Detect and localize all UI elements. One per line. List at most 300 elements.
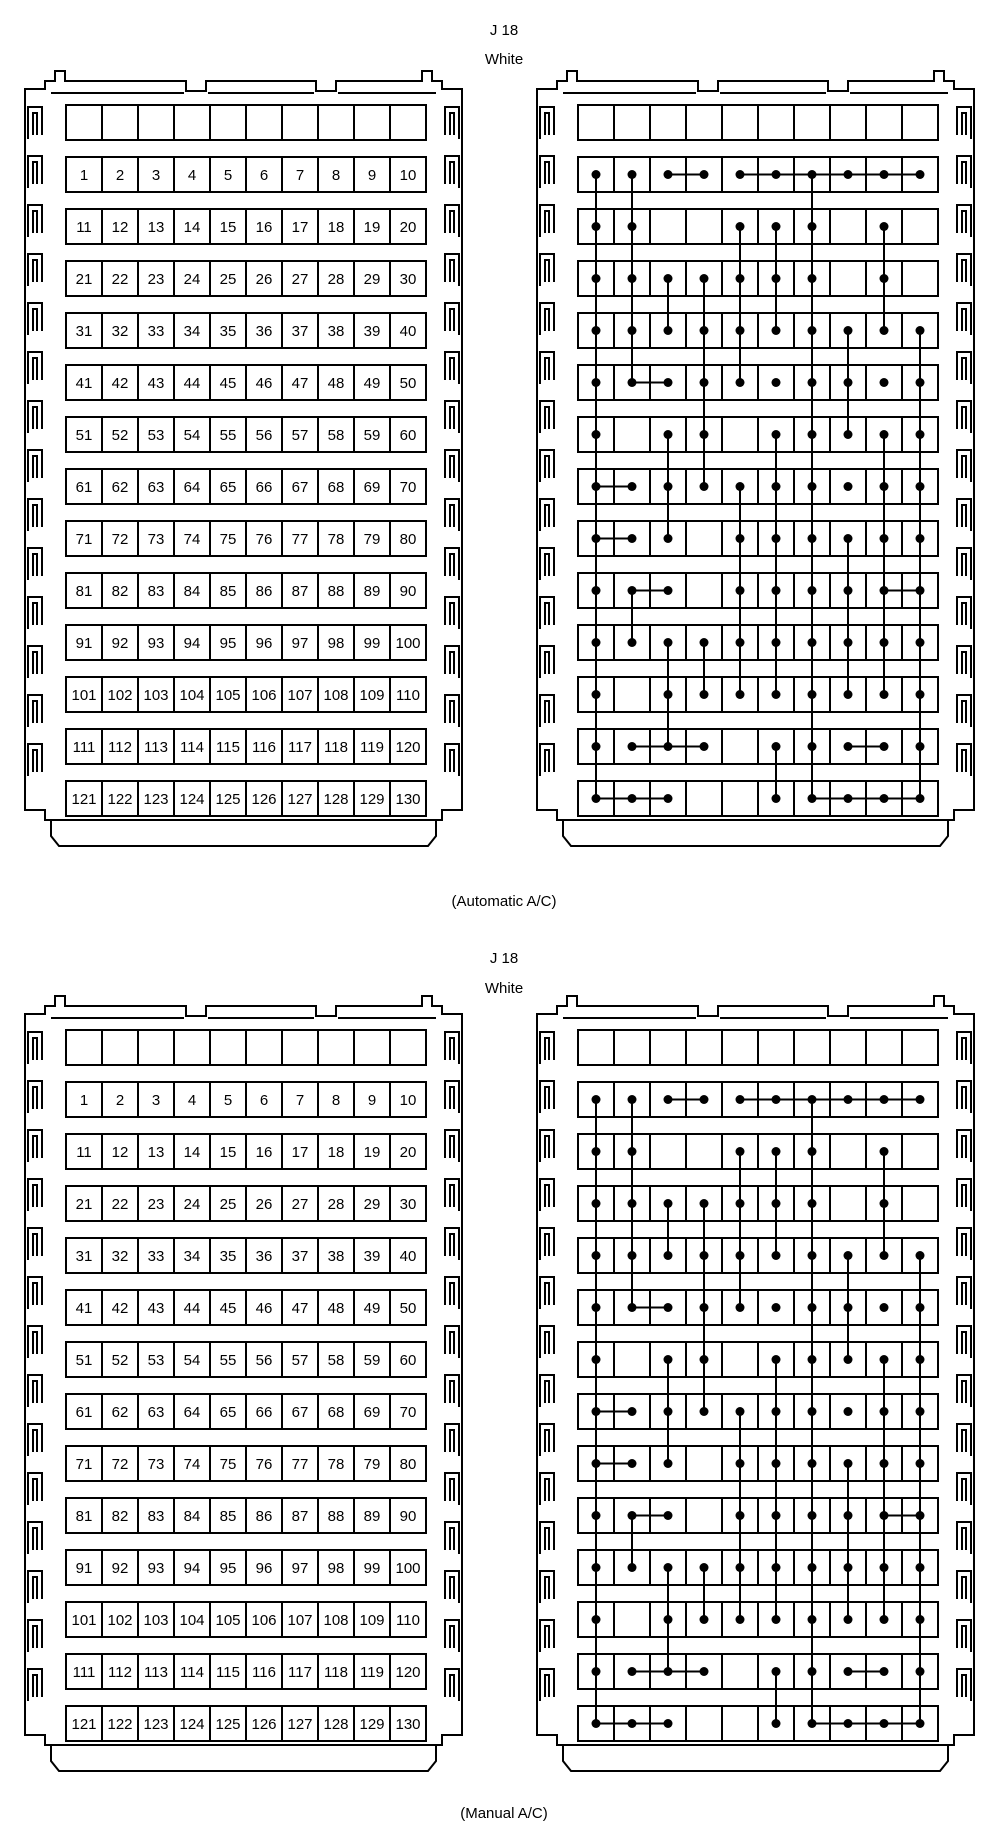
pin-dot (880, 534, 889, 543)
pin-dot (772, 1251, 781, 1260)
pin-dot (628, 1147, 637, 1156)
pin-dot (736, 1199, 745, 1208)
pin-number: 20 (399, 1144, 417, 1161)
pin-dot (808, 1667, 817, 1676)
pin-dot (700, 690, 709, 699)
pin-number: 110 (396, 687, 420, 704)
pin-dot (664, 430, 673, 439)
pin-number: 31 (75, 1248, 93, 1265)
pin-dot (592, 690, 601, 699)
pin-number: 84 (183, 1508, 201, 1525)
pin-number: 14 (183, 1144, 201, 1161)
pin-grid-left (66, 1030, 426, 1741)
pin-number: 81 (75, 583, 93, 600)
pin-dot (880, 1095, 889, 1104)
pin-number: 49 (363, 375, 381, 392)
pin-dot (628, 378, 637, 387)
pin-dot (736, 1615, 745, 1624)
pin-dot (916, 1615, 925, 1624)
pin-number: 97 (291, 1560, 309, 1577)
pin-number: 43 (147, 375, 165, 392)
pin-number: 61 (75, 479, 93, 496)
pin-dot (592, 170, 601, 179)
pin-number: 57 (291, 427, 309, 444)
pin-number: 123 (143, 791, 169, 808)
pin-dot (844, 1459, 853, 1468)
pin-number: 113 (144, 739, 168, 756)
pin-dot (592, 534, 601, 543)
connector-color-bottom: White (484, 980, 524, 997)
pin-number: 36 (255, 1248, 273, 1265)
pin-dot (772, 1615, 781, 1624)
pin-dot (736, 638, 745, 647)
pin-dot (700, 1667, 709, 1676)
pin-dot (628, 1407, 637, 1416)
pin-number: 38 (327, 323, 345, 340)
pin-dot (772, 690, 781, 699)
pin-dot (772, 1303, 781, 1312)
pin-number: 18 (327, 1144, 345, 1161)
pin-dot (592, 742, 601, 751)
pin-dot (664, 482, 673, 491)
pin-dot (700, 274, 709, 283)
pin-dot (844, 690, 853, 699)
pin-number: 70 (399, 1404, 417, 1421)
pin-number: 103 (143, 687, 169, 704)
pin-number: 22 (111, 1196, 129, 1213)
pin-number: 90 (399, 1508, 417, 1525)
pin-dot (880, 638, 889, 647)
pin-number: 75 (219, 1456, 237, 1473)
pin-dot (844, 170, 853, 179)
pin-dot (916, 482, 925, 491)
pin-number: 40 (399, 1248, 417, 1265)
pin-dot (844, 586, 853, 595)
pin-dot (844, 638, 853, 647)
pin-dot (808, 1355, 817, 1364)
pin-dot (916, 170, 925, 179)
pin-number: 3 (151, 1092, 161, 1109)
pin-number: 110 (396, 1612, 420, 1629)
pin-dot (664, 274, 673, 283)
pin-dot (844, 1563, 853, 1572)
pin-number: 73 (147, 1456, 165, 1473)
pin-dot (736, 1147, 745, 1156)
pin-number: 20 (399, 219, 417, 236)
pin-dot (916, 1407, 925, 1416)
pin-number: 11 (76, 219, 92, 236)
pin-number: 55 (219, 1352, 237, 1369)
pin-dot (592, 1251, 601, 1260)
pin-number: 15 (219, 219, 237, 236)
pin-dot (808, 690, 817, 699)
pin-number: 73 (147, 531, 165, 548)
pin-dot (736, 274, 745, 283)
pin-dot (592, 1147, 601, 1156)
pin-number: 119 (360, 739, 384, 756)
pin-dot (664, 1251, 673, 1260)
pin-dot (880, 1147, 889, 1156)
pin-dot (736, 1095, 745, 1104)
pin-dot (844, 1095, 853, 1104)
pin-dot (772, 170, 781, 179)
pin-number: 95 (219, 1560, 237, 1577)
pin-number: 78 (327, 531, 345, 548)
pin-number: 21 (75, 271, 93, 288)
pin-number: 112 (108, 1664, 132, 1681)
pin-number: 119 (360, 1664, 384, 1681)
pin-dot (916, 1355, 925, 1364)
pin-number: 59 (363, 1352, 381, 1369)
connector-face-wiring (537, 996, 974, 1771)
connector-face-wiring (537, 71, 974, 846)
pin-number: 40 (399, 323, 417, 340)
pin-number: 59 (363, 427, 381, 444)
pin-number: 58 (327, 427, 345, 444)
pin-number: 117 (288, 1664, 312, 1681)
pin-number: 95 (219, 635, 237, 652)
pin-number: 23 (147, 1196, 165, 1213)
pin-dot (916, 1511, 925, 1520)
pin-number: 7 (295, 1092, 305, 1109)
pin-dot (628, 170, 637, 179)
pin-number: 130 (395, 1716, 421, 1733)
caption-automatic: (Automatic A/C) (451, 893, 557, 910)
pin-number: 51 (75, 1352, 93, 1369)
pin-dot (664, 742, 673, 751)
pin-number: 125 (215, 1716, 241, 1733)
pin-dot (844, 1303, 853, 1312)
pin-dot (772, 1095, 781, 1104)
connector-id-bottom: J 18 (489, 950, 519, 967)
pin-dot (772, 742, 781, 751)
pin-number: 34 (183, 323, 201, 340)
pin-dot (628, 1511, 637, 1520)
pin-dot (736, 1251, 745, 1260)
pin-dot (808, 638, 817, 647)
pin-number: 71 (75, 531, 93, 548)
pin-number: 89 (363, 1508, 381, 1525)
pin-dot (736, 534, 745, 543)
pin-dot (916, 586, 925, 595)
pin-dot (664, 1615, 673, 1624)
pin-number: 78 (327, 1456, 345, 1473)
pin-dot (736, 482, 745, 491)
pin-dot (628, 274, 637, 283)
pin-dot (880, 430, 889, 439)
pin-dot (772, 378, 781, 387)
pin-number: 46 (255, 1300, 273, 1317)
pin-number: 85 (219, 583, 237, 600)
pin-number: 28 (327, 271, 345, 288)
pin-number: 35 (219, 1248, 237, 1265)
pin-dot (592, 1667, 601, 1676)
pin-dot (628, 482, 637, 491)
pin-number: 56 (255, 427, 273, 444)
pin-number: 80 (399, 531, 417, 548)
pin-number: 81 (75, 1508, 93, 1525)
pin-number: 58 (327, 1352, 345, 1369)
pin-number: 76 (255, 531, 273, 548)
pin-number: 4 (187, 1092, 197, 1109)
pin-dot (844, 794, 853, 803)
pin-number: 14 (183, 219, 201, 236)
pin-dot (772, 586, 781, 595)
pin-number: 8 (331, 1092, 341, 1109)
pin-dot (844, 482, 853, 491)
pin-number: 29 (363, 271, 381, 288)
pin-number: 7 (295, 167, 305, 184)
pin-number: 101 (71, 687, 97, 704)
pin-dot (736, 222, 745, 231)
pin-dot (592, 326, 601, 335)
pin-number: 18 (327, 219, 345, 236)
pin-number: 116 (252, 739, 276, 756)
pin-dot (880, 690, 889, 699)
pin-dot (880, 1407, 889, 1416)
pin-dot (628, 794, 637, 803)
pin-number: 115 (216, 1664, 240, 1681)
pin-dot (772, 222, 781, 231)
pin-dot (664, 638, 673, 647)
pin-number: 126 (251, 791, 277, 808)
pin-number: 66 (255, 479, 273, 496)
pin-number: 94 (183, 635, 201, 652)
pin-dot (772, 1563, 781, 1572)
pin-dot (844, 1667, 853, 1676)
pin-dot (628, 1563, 637, 1572)
pin-dot (628, 742, 637, 751)
pin-number: 21 (75, 1196, 93, 1213)
pin-number: 88 (327, 583, 345, 600)
pin-number: 106 (251, 1612, 277, 1629)
pin-dot (844, 534, 853, 543)
pin-dot (700, 170, 709, 179)
pin-number: 10 (399, 167, 417, 184)
pin-dot (628, 1459, 637, 1468)
pin-number: 100 (395, 1560, 421, 1577)
pin-dot (880, 170, 889, 179)
pin-dot (916, 1459, 925, 1468)
pin-dot (592, 1199, 601, 1208)
pin-dot (808, 1615, 817, 1624)
pin-number: 92 (111, 1560, 129, 1577)
pin-dot (880, 274, 889, 283)
pin-dot (916, 794, 925, 803)
pin-number: 104 (179, 687, 205, 704)
pin-number: 120 (395, 739, 421, 756)
pin-dot (736, 1407, 745, 1416)
pin-number: 108 (323, 687, 349, 704)
pin-number: 72 (111, 1456, 129, 1473)
pin-dot (844, 1719, 853, 1728)
pin-dot (592, 1303, 601, 1312)
pin-dot (664, 1667, 673, 1676)
pin-number: 37 (291, 323, 309, 340)
pin-dot (700, 1199, 709, 1208)
pin-number: 47 (291, 375, 309, 392)
pin-number: 94 (183, 1560, 201, 1577)
pin-dot (808, 430, 817, 439)
pin-number: 52 (111, 1352, 129, 1369)
pin-number: 118 (324, 739, 348, 756)
pin-number: 19 (363, 219, 381, 236)
pin-number: 109 (359, 687, 385, 704)
pin-dot (664, 1303, 673, 1312)
pin-dot (700, 1615, 709, 1624)
pin-dot (772, 1199, 781, 1208)
pin-grid-left (66, 105, 426, 816)
pin-dot (592, 222, 601, 231)
pin-number: 87 (291, 583, 309, 600)
pin-number: 69 (363, 479, 381, 496)
pin-dot (880, 1303, 889, 1312)
pin-number: 77 (291, 1456, 309, 1473)
pin-dot (772, 638, 781, 647)
pin-dot (664, 1719, 673, 1728)
pin-number: 62 (111, 1404, 129, 1421)
pin-dot (700, 378, 709, 387)
pin-number: 80 (399, 1456, 417, 1473)
pin-number: 79 (363, 1456, 381, 1473)
pin-number: 114 (180, 1664, 204, 1681)
pin-number: 64 (183, 1404, 201, 1421)
pin-dot (664, 1199, 673, 1208)
pin-number: 13 (147, 1144, 165, 1161)
pin-number: 24 (183, 271, 201, 288)
pin-number: 39 (363, 323, 381, 340)
pin-number: 61 (75, 1404, 93, 1421)
pin-dot (880, 1615, 889, 1624)
pin-number: 35 (219, 323, 237, 340)
pin-number: 55 (219, 427, 237, 444)
pin-number: 86 (255, 1508, 273, 1525)
pin-dot (916, 1719, 925, 1728)
pin-dot (844, 1251, 853, 1260)
pin-dot (808, 1199, 817, 1208)
connector-id-top: J 18 (489, 22, 519, 39)
pin-number: 79 (363, 531, 381, 548)
pin-dot (628, 534, 637, 543)
pin-number: 84 (183, 583, 201, 600)
pin-number: 103 (143, 1612, 169, 1629)
pin-number: 71 (75, 1456, 93, 1473)
pin-number: 16 (255, 219, 273, 236)
pin-number: 11 (76, 1144, 92, 1161)
pin-number: 49 (363, 1300, 381, 1317)
pin-dot (700, 1407, 709, 1416)
pin-dot (808, 1563, 817, 1572)
pin-dot (628, 586, 637, 595)
pin-dot (736, 326, 745, 335)
pin-dot (628, 222, 637, 231)
pin-number: 62 (111, 479, 129, 496)
pin-dot (844, 378, 853, 387)
pin-dot (772, 1667, 781, 1676)
pin-number: 1 (79, 167, 89, 184)
pin-dot (808, 1303, 817, 1312)
pin-dot (664, 170, 673, 179)
pin-number: 99 (363, 1560, 381, 1577)
pin-dot (664, 586, 673, 595)
pin-dot (880, 794, 889, 803)
pin-dot (880, 1199, 889, 1208)
pin-number: 105 (215, 1612, 241, 1629)
pin-number: 65 (219, 1404, 237, 1421)
pin-dot (808, 742, 817, 751)
pin-number: 57 (291, 1352, 309, 1369)
pin-number: 112 (108, 739, 132, 756)
pin-dot (700, 482, 709, 491)
pin-number: 129 (359, 1716, 385, 1733)
pin-number: 44 (183, 375, 201, 392)
pin-number: 107 (287, 1612, 313, 1629)
pin-dot (916, 378, 925, 387)
connector-face-numbered (25, 71, 462, 846)
pin-number: 72 (111, 531, 129, 548)
pin-dot (880, 586, 889, 595)
pin-dot (664, 1459, 673, 1468)
caption-manual: (Manual A/C) (460, 1805, 548, 1822)
pin-number: 13 (147, 219, 165, 236)
pin-number: 48 (327, 375, 345, 392)
pin-number: 106 (251, 687, 277, 704)
connector-face-numbered (25, 996, 462, 1771)
pin-number: 93 (147, 1560, 165, 1577)
pin-number: 116 (252, 1664, 276, 1681)
pin-dot (844, 430, 853, 439)
pin-number: 122 (107, 1716, 133, 1733)
pin-dot (808, 326, 817, 335)
pin-number: 127 (287, 1716, 313, 1733)
pin-dot (628, 638, 637, 647)
pin-dot (808, 170, 817, 179)
pin-number: 1 (79, 1092, 89, 1109)
pin-dot (736, 1303, 745, 1312)
pin-number: 107 (287, 687, 313, 704)
pin-number: 19 (363, 1144, 381, 1161)
pin-dot (592, 378, 601, 387)
pin-number: 89 (363, 583, 381, 600)
pin-dot (664, 378, 673, 387)
pin-number: 123 (143, 1716, 169, 1733)
pin-dot (808, 1407, 817, 1416)
pin-dot (880, 742, 889, 751)
pin-number: 64 (183, 479, 201, 496)
pin-number: 109 (359, 1612, 385, 1629)
pin-dot (772, 1147, 781, 1156)
pin-dot (880, 1667, 889, 1676)
pin-dot (844, 1407, 853, 1416)
pin-dot (592, 1615, 601, 1624)
pin-number: 53 (147, 427, 165, 444)
pin-number: 42 (111, 1300, 129, 1317)
pin-number: 101 (71, 1612, 97, 1629)
pin-dot (880, 1719, 889, 1728)
pin-number: 28 (327, 1196, 345, 1213)
pin-number: 34 (183, 1248, 201, 1265)
pin-number: 85 (219, 1508, 237, 1525)
pin-dot (880, 1459, 889, 1468)
pin-number: 108 (323, 1612, 349, 1629)
pin-dot (880, 222, 889, 231)
pin-number: 67 (291, 479, 309, 496)
pin-dot (736, 586, 745, 595)
pin-number: 99 (363, 635, 381, 652)
section-manual-ac (25, 996, 974, 1771)
pin-dot (592, 1563, 601, 1572)
pin-dot (808, 586, 817, 595)
